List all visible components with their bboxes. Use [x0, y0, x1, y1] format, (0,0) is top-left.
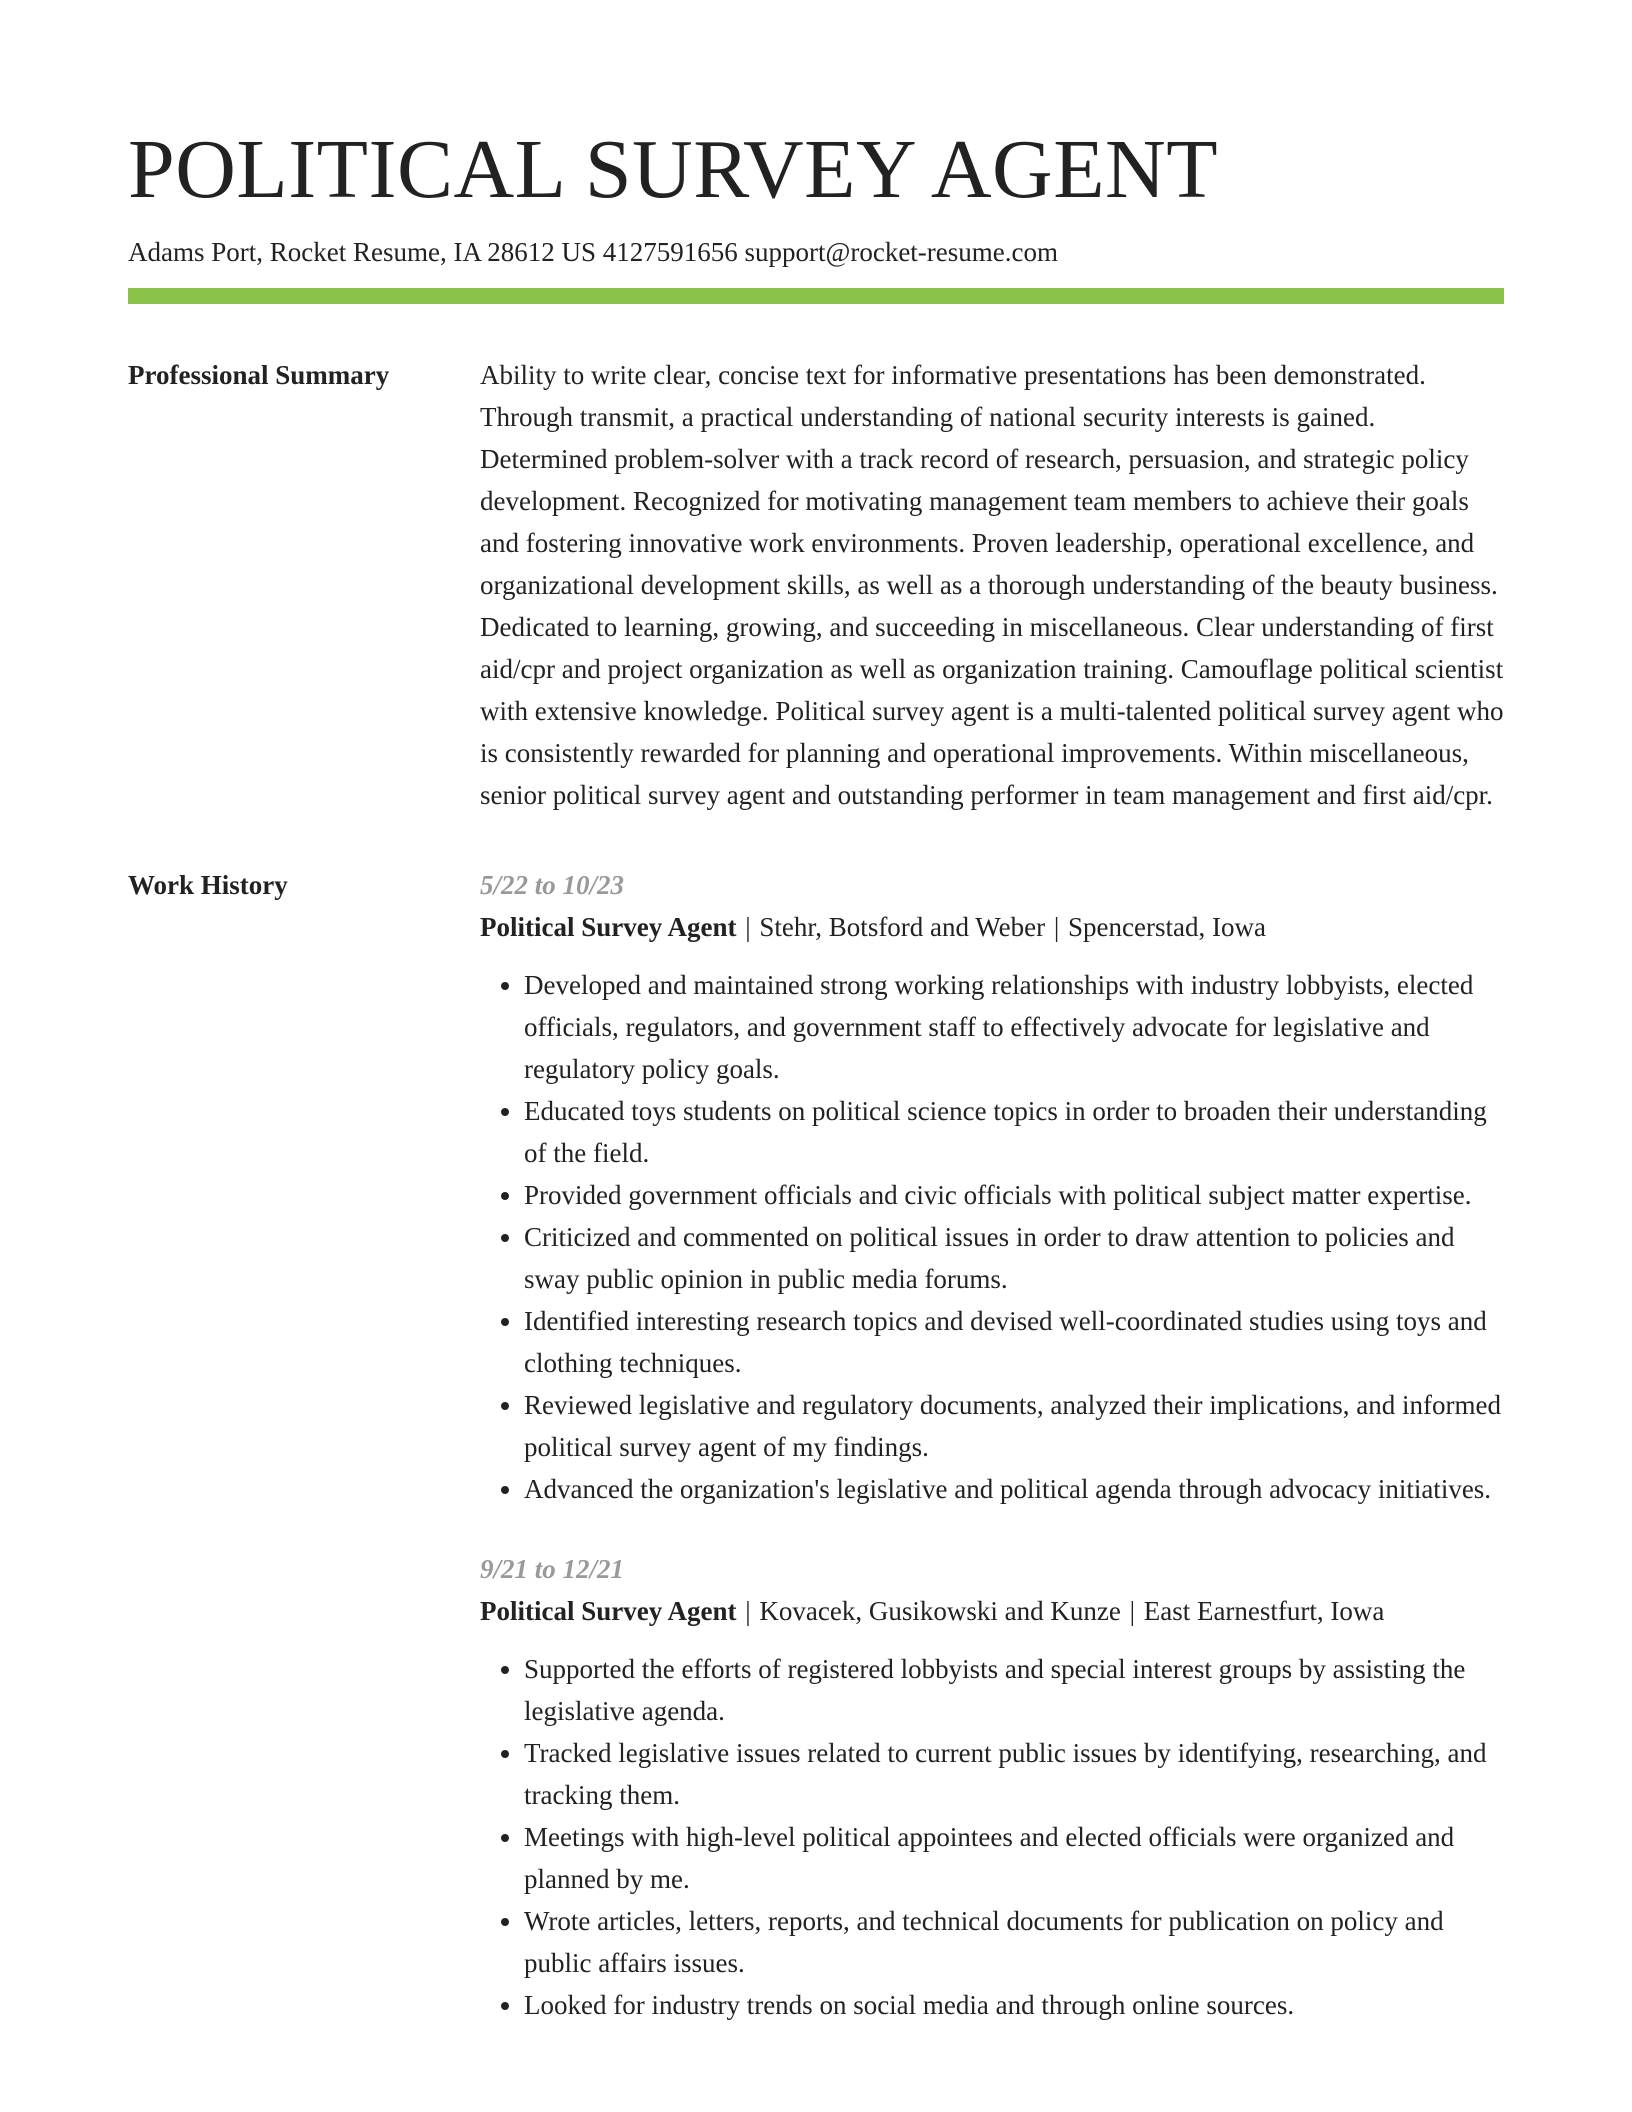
contact-address: Adams Port, Rocket Resume, IA 28612 US	[128, 237, 596, 267]
summary-body	[480, 354, 1504, 816]
job-bullets	[480, 1648, 1504, 2026]
job-bullet: • Criticized and commented on political issues in order to draw attention to policies and sway public opinion in public media forums.	[524, 1216, 1504, 1300]
work-history-section	[128, 864, 1504, 2064]
professional-summary-section	[128, 354, 1504, 816]
contact-phone: 4127591656	[602, 237, 738, 267]
job-company: Kovacek, Gusikowski and Kunze	[759, 1596, 1121, 1626]
job-separator: |	[1129, 1596, 1135, 1626]
job-location: East Earnestfurt, Iowa	[1143, 1596, 1385, 1626]
job-heading	[480, 1590, 1504, 1632]
job-dates: 5/22 to 10/23	[480, 870, 625, 900]
job-bullets	[480, 964, 1504, 1510]
work-history-body	[480, 864, 1504, 2064]
job-bullet: • Provided government officials and civic officials with political subject matter expertise.	[524, 1174, 1504, 1216]
resume-page	[128, 0, 1504, 2064]
job-company: Stehr, Botsford and Weber	[759, 912, 1046, 942]
contact-line	[128, 234, 1504, 270]
job-bullet: • Developed and maintained strong working relationships with industry lobbyists, elected officials, regulators, and government staff to effectively advocate for legislative and regulatory policy goals.	[524, 964, 1504, 1090]
contact-email: support@rocket-resume.com	[744, 237, 1059, 267]
job-bullet: • Looked for industry trends on social media and through online sources.	[524, 1984, 1504, 2026]
job-separator: |	[745, 1596, 751, 1626]
job-entry	[480, 1548, 1504, 2026]
summary-text: Ability to write clear, concise text for informative presentations has been demonstrated. Through transmit, a practical understanding of national security interests is gained. Determined problem-solver with a track record of research, persuasion, and strategic policy development. Recognized for motivating management team members to achieve their goals and fostering innovative work environments. Proven leadership, operational excellence, and organizational development skills, as well as a thorough understanding of the beauty business. Dedicated to learning, growing, and succeeding in miscellaneous. Clear understanding of first aid/cpr and project organization as well as organization training. Camouflage political scientist with extensive knowledge. Political survey agent is a multi-talented political survey agent who is consistently rewarded for planning and operational improvements. Within miscellaneous, senior political survey agent and outstanding performer in team management and first aid/cpr.	[480, 360, 1504, 810]
job-separator: |	[745, 912, 751, 942]
header-divider	[128, 288, 1504, 304]
job-bullet: • Supported the efforts of registered lobbyists and special interest groups by assisting the legislative agenda.	[524, 1648, 1504, 1732]
job-bullet: • Wrote articles, letters, reports, and technical documents for publication on policy and public affairs issues.	[524, 1900, 1504, 1984]
job-entry	[480, 864, 1504, 1510]
candidate-name: POLITICAL SURVEY AGENT	[128, 123, 1218, 216]
job-bullet: • Educated toys students on political science topics in order to broaden their understanding of the field.	[524, 1090, 1504, 1174]
job-heading	[480, 906, 1504, 948]
job-title: Political Survey Agent	[480, 912, 737, 942]
section-label-work: Work History	[128, 870, 288, 900]
job-dates: 9/21 to 12/21	[480, 1554, 625, 1584]
job-bullet: • Reviewed legislative and regulatory documents, analyzed their implications, and informed political survey agent of my findings.	[524, 1384, 1504, 1468]
job-bullet: • Advanced the organization's legislative and political agenda through advocacy initiatives.	[524, 1468, 1504, 1510]
job-title: Political Survey Agent	[480, 1596, 737, 1626]
job-bullet: • Tracked legislative issues related to current public issues by identifying, researching, and tracking them.	[524, 1732, 1504, 1816]
job-bullet: • Meetings with high-level political appointees and elected officials were organized and planned by me.	[524, 1816, 1504, 1900]
job-bullet: • Identified interesting research topics and devised well-coordinated studies using toys and clothing techniques.	[524, 1300, 1504, 1384]
job-location: Spencerstad, Iowa	[1068, 912, 1266, 942]
section-label-summary: Professional Summary	[128, 360, 390, 390]
job-separator: |	[1053, 912, 1060, 942]
